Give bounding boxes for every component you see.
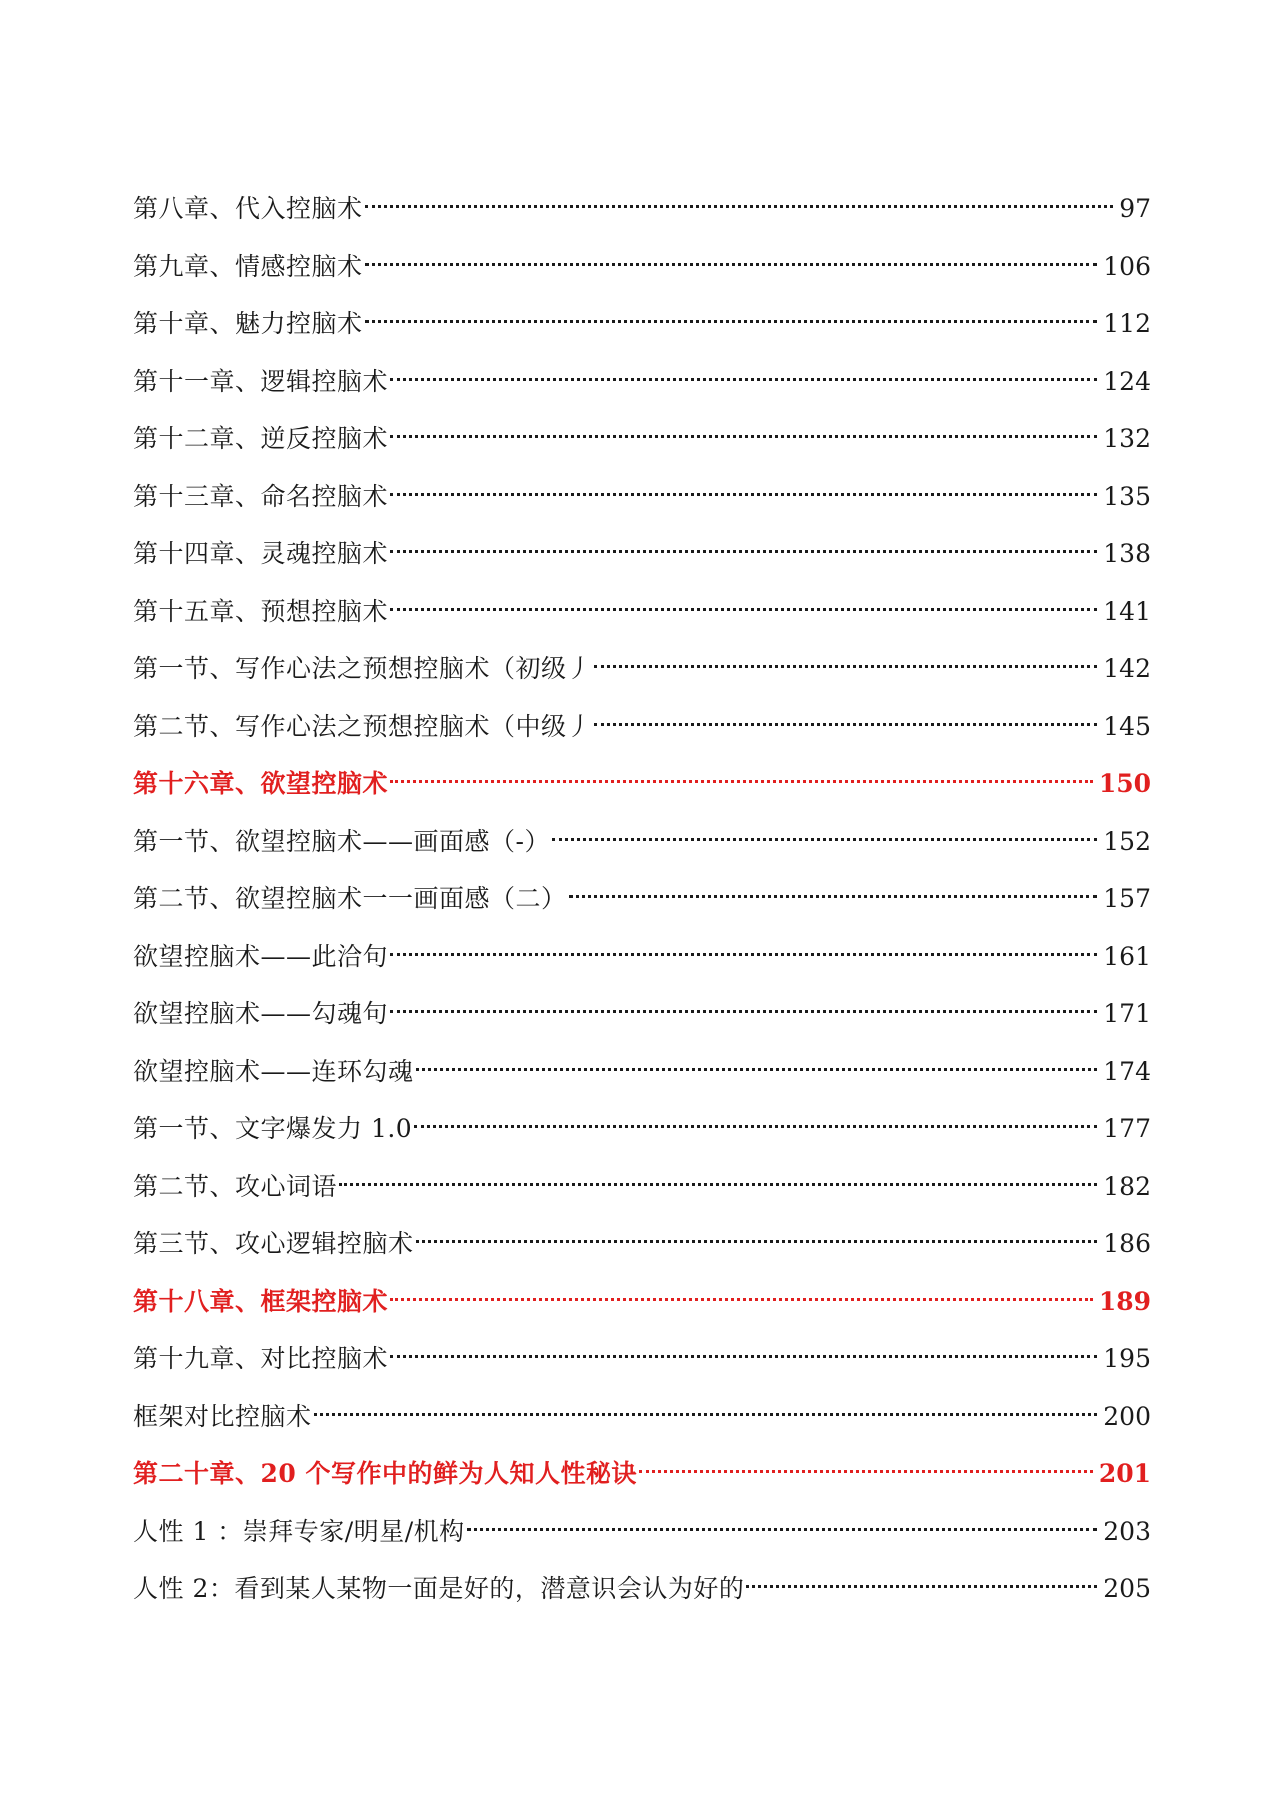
toc-entry-title: 第十一章、逻辑控脑术 [133, 366, 389, 396]
toc-entry-title: 第十四章、灵魂控脑术 [133, 539, 389, 568]
toc-entry-page-number: 200 [1103, 1401, 1151, 1431]
toc-entry-page-number: 171 [1103, 999, 1151, 1028]
toc-dot-leader [594, 665, 1097, 668]
toc-entry[interactable] [133, 1503, 1151, 1561]
toc-entry-page-number: 142 [1103, 654, 1151, 683]
toc-dot-leader [390, 378, 1097, 381]
toc-dot-leader [416, 1240, 1098, 1243]
toc-entry[interactable] [133, 1560, 1151, 1618]
toc-entry-title: 人性 2：看到某人某物一面是好的，潜意识会认为好的 [133, 1574, 745, 1603]
toc-dot-leader [365, 263, 1098, 266]
toc-entry-title: 欲望控脑术——勾魂句 [133, 999, 389, 1028]
toc-entry[interactable] [133, 813, 1151, 871]
toc-entry-page-number: 97 [1119, 194, 1151, 223]
toc-entry-title: 第二节、欲望控脑术一一画面感（二） [133, 884, 567, 913]
toc-entry-page-number: 157 [1103, 884, 1151, 913]
toc-entry-title: 人性 1 ：崇拜专家/明星/机构 [133, 1516, 465, 1546]
toc-dot-leader [416, 1068, 1098, 1071]
toc-entry-title: 第二节、写作心法之预想控脑术（中级丿 [133, 711, 593, 741]
toc-entry-page-number: 186 [1103, 1229, 1151, 1258]
toc-entry-page-number: 182 [1103, 1171, 1151, 1201]
toc-dot-leader [390, 780, 1093, 783]
toc-entry-page-number: 145 [1103, 711, 1151, 741]
toc-entry[interactable] [133, 870, 1151, 928]
toc-entry-title: 第一节、写作心法之预想控脑术（初级丿 [133, 654, 593, 683]
toc-entry-title: 第十二章、逆反控脑术 [133, 424, 389, 453]
toc-entry[interactable] [133, 1273, 1151, 1331]
toc-dot-leader [639, 1470, 1093, 1473]
toc-entry[interactable] [133, 525, 1151, 583]
toc-entry[interactable] [133, 1330, 1151, 1388]
toc-entry[interactable] [133, 295, 1151, 353]
toc-entry-title: 第十六章、欲望控脑术 [133, 769, 389, 798]
toc-entry[interactable] [133, 583, 1151, 641]
toc-dot-leader [390, 953, 1097, 956]
toc-dot-leader [746, 1585, 1097, 1588]
toc-entry-title: 第三节、攻心逻辑控脑术 [133, 1229, 414, 1258]
toc-entry[interactable] [133, 180, 1151, 238]
toc-entry-page-number: 195 [1103, 1344, 1151, 1373]
toc-entry-title: 第一节、文字爆发力 1.0 [133, 1114, 413, 1143]
toc-entry[interactable] [133, 1158, 1151, 1216]
toc-entry[interactable] [133, 755, 1151, 813]
toc-entry-title: 第二节、攻心词语 [133, 1171, 338, 1201]
toc-dot-leader [314, 1413, 1098, 1416]
toc-entry-page-number: 135 [1103, 481, 1151, 511]
toc-entry-title: 第十五章、预想控脑术 [133, 596, 389, 626]
toc-entry-title: 第十三章、命名控脑术 [133, 481, 389, 511]
toc-entry-page-number: 201 [1098, 1459, 1151, 1488]
toc-entry-page-number: 177 [1103, 1114, 1151, 1143]
toc-dot-leader [365, 320, 1098, 323]
toc-entry[interactable] [133, 1388, 1151, 1446]
toc-entry[interactable] [133, 1445, 1151, 1503]
toc-entry[interactable] [133, 1100, 1151, 1158]
toc-entry[interactable] [133, 640, 1151, 698]
toc-dot-leader [390, 608, 1097, 611]
toc-dot-leader [390, 1355, 1097, 1358]
toc-entry-title: 欲望控脑术——连环勾魂 [133, 1056, 414, 1086]
toc-entry-page-number: 112 [1103, 309, 1151, 338]
toc-dot-leader [414, 1125, 1097, 1128]
toc-entry-title: 欲望控脑术——此洽句 [133, 941, 389, 971]
toc-entry-page-number: 124 [1103, 366, 1151, 396]
toc-entry[interactable] [133, 1043, 1151, 1101]
toc-entry-title: 第十章、魅力控脑术 [133, 309, 363, 338]
toc-dot-leader [467, 1528, 1098, 1531]
toc-dot-leader [339, 1183, 1097, 1186]
toc-dot-leader [390, 550, 1097, 553]
toc-entry-title: 第二十章、20 个写作中的鲜为人知人性秘诀 [133, 1459, 637, 1488]
toc-entry-title: 第十九章、对比控脑术 [133, 1344, 389, 1373]
toc-entry[interactable] [133, 1215, 1151, 1273]
toc-entry[interactable] [133, 928, 1151, 986]
toc-entry-page-number: 106 [1103, 251, 1151, 281]
toc-entry-page-number: 138 [1103, 539, 1151, 568]
toc-entry-page-number: 203 [1103, 1516, 1151, 1546]
toc-entry-page-number: 161 [1103, 941, 1151, 971]
toc-dot-leader [552, 838, 1097, 841]
toc-entry-page-number: 150 [1098, 769, 1151, 798]
toc-entry-page-number: 205 [1103, 1574, 1151, 1603]
toc-dot-leader [390, 435, 1097, 438]
toc-entry-page-number: 152 [1103, 826, 1151, 856]
toc-entry[interactable] [133, 410, 1151, 468]
toc-entry-page-number: 141 [1103, 596, 1151, 626]
toc-entry[interactable] [133, 985, 1151, 1043]
toc-dot-leader [365, 205, 1114, 208]
toc-entry-title: 框架对比控脑术 [133, 1401, 312, 1431]
toc-dot-leader [390, 1298, 1093, 1301]
toc-entry[interactable] [133, 698, 1151, 756]
table-of-contents [133, 180, 1151, 1618]
toc-entry-page-number: 174 [1103, 1056, 1151, 1086]
toc-dot-leader [390, 493, 1097, 496]
toc-entry-title: 第十八章、框架控脑术 [133, 1286, 389, 1316]
toc-entry-page-number: 132 [1103, 424, 1151, 453]
toc-entry[interactable] [133, 238, 1151, 296]
toc-entry-title: 第一节、欲望控脑术——画面感（-） [133, 826, 550, 856]
toc-dot-leader [594, 723, 1097, 726]
toc-entry-title: 第八章、代入控脑术 [133, 194, 363, 223]
toc-entry-title: 第九章、情感控脑术 [133, 251, 363, 281]
toc-entry-page-number: 189 [1098, 1286, 1151, 1316]
toc-entry[interactable] [133, 353, 1151, 411]
toc-dot-leader [569, 895, 1098, 898]
toc-dot-leader [390, 1010, 1097, 1013]
toc-entry[interactable] [133, 468, 1151, 526]
